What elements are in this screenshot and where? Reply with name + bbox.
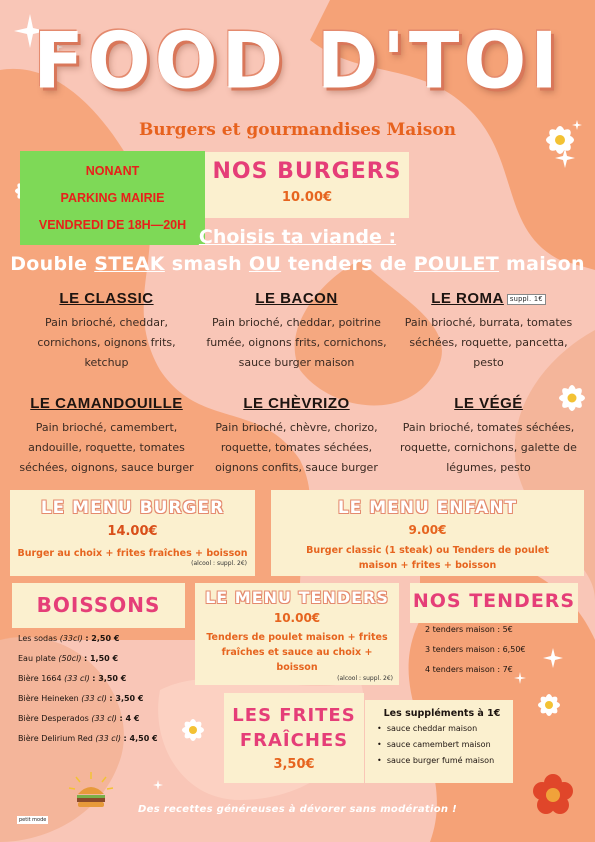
drink-name: Bière Heineken — [18, 694, 79, 703]
burger-desc: Pain brioché, burrata, tomates séchées, roquette, pancetta, pesto — [404, 316, 573, 369]
menu-tenders-price: 10.00€ — [273, 611, 321, 625]
meat-or: OU — [248, 253, 282, 275]
menu-tenders-note: (alcool : suppl. 2€) — [337, 675, 393, 682]
drink-volume: (33 cl) — [95, 734, 121, 743]
drink-volume: (33 cl) — [64, 674, 90, 683]
burger-item — [396, 395, 581, 478]
supplement-item: • sauce burger fumé maison — [377, 756, 495, 765]
nos-tenders-card — [410, 583, 578, 623]
drink-price: : 4,50 € — [123, 734, 158, 743]
burger-desc: Pain brioché, tomates séchées, roquette, cornichons, galette de légumes, pesto — [400, 421, 577, 474]
burger-item — [204, 395, 389, 478]
event-location: PARKING MAIRIE — [60, 190, 165, 205]
drink-row — [18, 693, 178, 713]
drink-volume: (33 cl) — [81, 694, 107, 703]
drink-name: Les sodas — [18, 634, 58, 643]
drink-name: Eau plate — [18, 654, 56, 663]
tenders-row: 3 tenders maison : 6,50€ — [425, 645, 526, 654]
brand-subtitle: Burgers et gourmandises Maison — [138, 120, 457, 140]
drink-row — [18, 713, 178, 733]
menu-burger-card — [10, 490, 255, 576]
drink-row — [18, 733, 178, 753]
menu-tenders-title: LE MENU TENDERS — [205, 588, 389, 607]
meat-text: tenders de — [281, 253, 414, 275]
tenders-list — [425, 624, 575, 684]
drink-volume: (33 cl) — [91, 714, 117, 723]
event-place: NONANT — [85, 163, 140, 178]
brand-title: FOOD D'TOI — [33, 15, 562, 107]
burger-name: LE CAMANDOUILLE — [30, 395, 183, 412]
burger-item — [14, 290, 199, 373]
footer-slogan: Des recettes généreuses à dévorer sans modération ! — [138, 804, 457, 815]
supplement-label: sauce cheddar maison — [386, 724, 478, 733]
drink-volume: (33cl) — [59, 634, 83, 643]
burger-name: LE BACON — [255, 290, 338, 307]
event-time: VENDREDI DE 18H—20H — [38, 218, 187, 233]
drink-name: Bière 1664 — [18, 674, 62, 683]
drink-price: : 2,50 € — [85, 634, 120, 643]
drink-row — [18, 653, 178, 673]
burgers-title: NOS BURGERS — [212, 159, 402, 184]
menu-enfant-card — [271, 490, 584, 576]
burger-name: LE ROMA — [431, 290, 504, 307]
tenders-row: 4 tenders maison : 7€ — [425, 665, 513, 674]
burger-desc: Pain brioché, chèvre, chorizo, roquette, tomates séchées, oignons confits, sauce burger — [215, 421, 378, 474]
burger-name: LE CLASSIC — [59, 290, 154, 307]
meat-text: maison — [499, 253, 585, 275]
supplements-card — [365, 700, 513, 783]
burgers-price: 10.00€ — [281, 190, 333, 205]
drink-volume: (50cl) — [58, 654, 82, 663]
frites-title-2: FRAÎCHES — [239, 730, 349, 751]
menu-tenders-desc: Tenders de poulet maison + frites fraîches et sauce au choix + boisson — [206, 632, 388, 673]
choose-meat-text: Choisis ta viande : — [198, 226, 397, 248]
supplement-item: • sauce cheddar maison — [377, 724, 478, 733]
supplement-label: sauce camembert maison — [386, 740, 491, 749]
menu-burger-note: (alcool : suppl. 2€) — [191, 560, 247, 567]
meat-text: Double — [10, 253, 95, 275]
meat-poulet: POULET — [413, 253, 500, 275]
supplement-item: • sauce camembert maison — [377, 740, 491, 749]
supplement-label: sauce burger fumé maison — [386, 756, 495, 765]
menu-enfant-title: LE MENU ENFANT — [337, 498, 518, 518]
burgers-header-card — [205, 152, 409, 218]
drink-price: : 4 € — [119, 714, 140, 723]
meat-options — [0, 253, 595, 275]
menu-burger-desc: Burger au choix + frites fraîches + boisson — [17, 548, 248, 559]
drink-row — [18, 633, 178, 653]
meat-text: smash — [164, 253, 249, 275]
tenders-row: 2 tenders maison : 5€ — [425, 625, 513, 634]
menu-tenders-card — [195, 583, 399, 685]
menu-burger-price: 14.00€ — [107, 524, 158, 539]
supplement-badge: suppl. 1€ — [507, 294, 546, 305]
frites-card — [224, 693, 364, 783]
corner-tag: petit mode — [19, 817, 47, 823]
burger-name-wrap — [396, 290, 581, 307]
drink-price: : 3,50 € — [109, 694, 144, 703]
boissons-card — [12, 583, 185, 628]
menu-enfant-desc: Burger classic (1 steak) ou Tenders de poulet maison + frites + boisson — [306, 545, 549, 571]
burger-name: LE CHÈVRIZO — [243, 395, 350, 412]
drink-name: Bière Delirium Red — [18, 734, 93, 743]
drink-price: : 3,50 € — [92, 674, 127, 683]
burger-name: LE VÉGÉ — [454, 395, 523, 412]
menu-burger-title: LE MENU BURGER — [40, 498, 225, 518]
drinks-list — [18, 633, 178, 753]
nos-tenders-title: NOS TENDERS — [412, 590, 576, 612]
frites-title-1: LES FRITES — [232, 705, 356, 726]
supplements-title: Les suppléments à 1€ — [383, 708, 501, 719]
burger-item — [204, 290, 389, 373]
burger-desc: Pain brioché, camembert, andouille, roquette, tomates séchées, oignons, sauce burger — [19, 421, 194, 474]
menu-enfant-price: 9.00€ — [408, 523, 447, 537]
frites-price: 3,50€ — [273, 757, 315, 772]
meat-steak: STEAK — [94, 253, 165, 275]
drink-price: : 1,50 € — [83, 654, 119, 663]
drink-row — [18, 673, 178, 693]
boissons-title: BOISSONS — [36, 593, 161, 617]
flower-icon — [176, 713, 210, 747]
flower-icon — [532, 688, 566, 722]
burger-item — [396, 290, 581, 373]
choose-meat-line — [0, 226, 595, 248]
burger-item — [14, 395, 199, 478]
burger-desc: Pain brioché, cheddar, cornichons, oignons frits, ketchup — [37, 316, 176, 369]
drink-name: Bière Desperados — [18, 714, 89, 723]
burger-desc: Pain brioché, cheddar, poitrine fumée, oignons frits, cornichons, sauce burger maison — [206, 316, 387, 369]
